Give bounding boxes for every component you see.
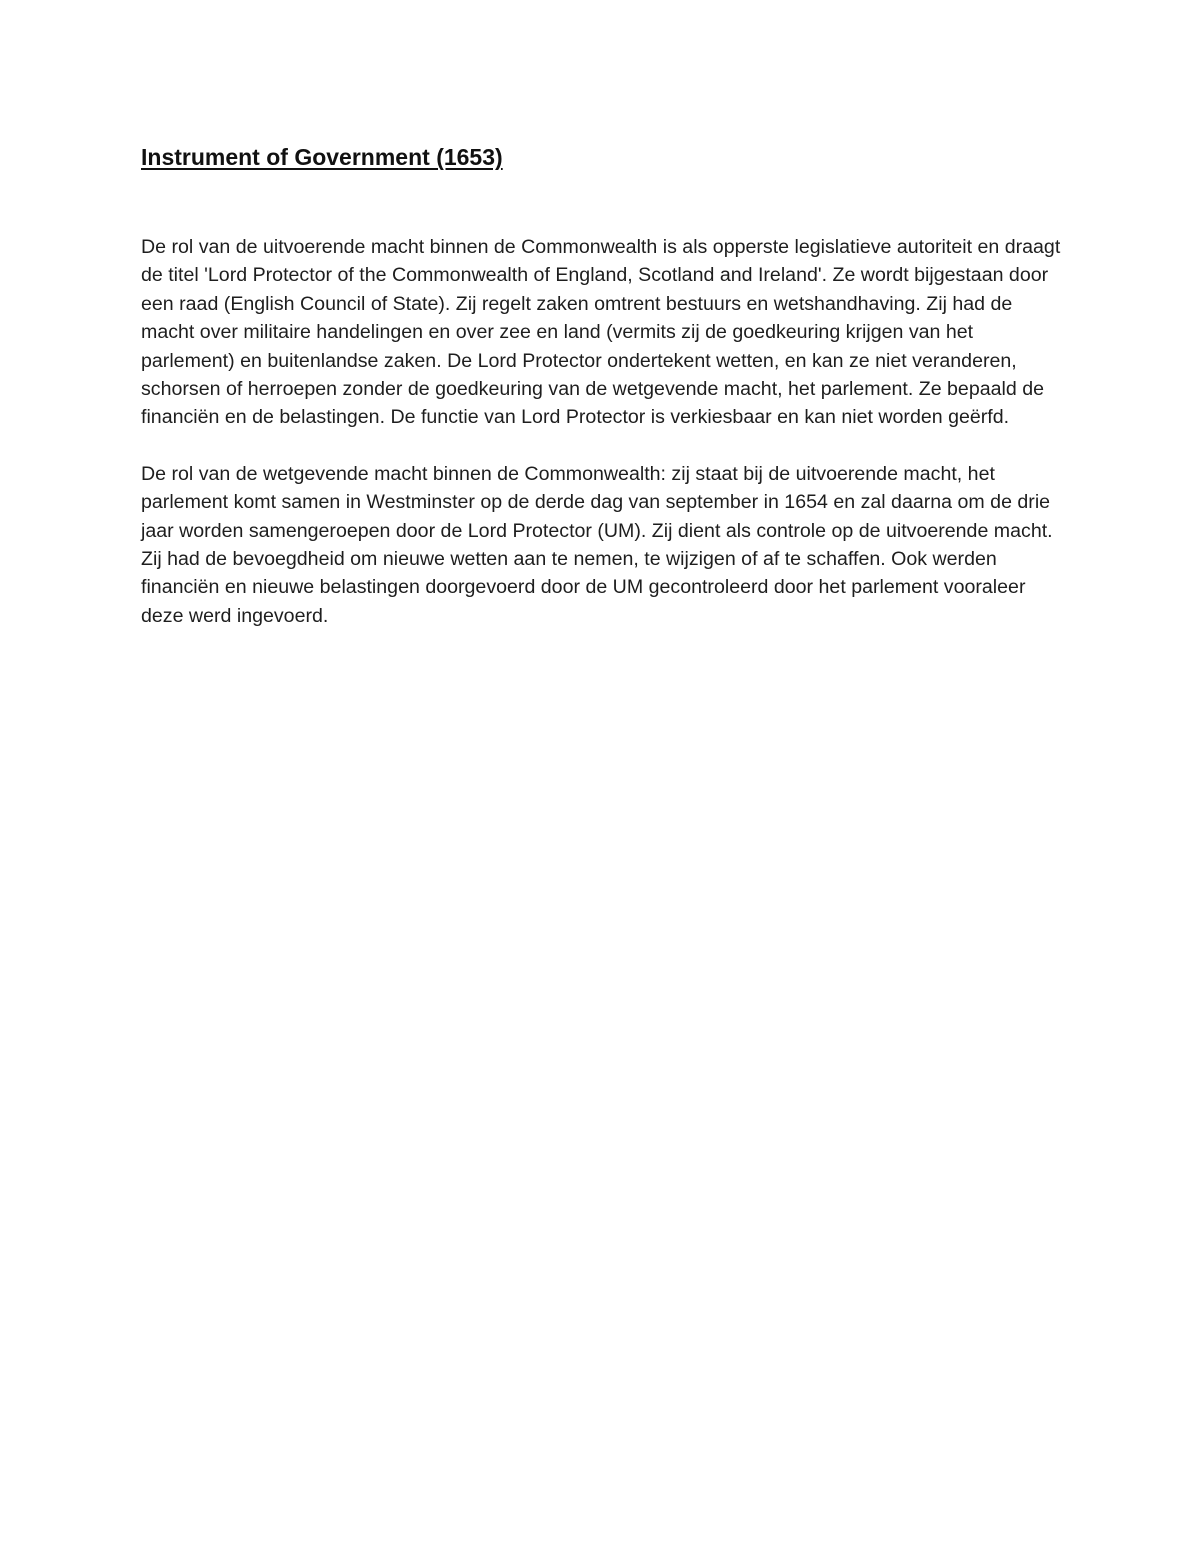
paragraph-executive-power: De rol van de uitvoerende macht binnen de Commonwealth is als opperste legislatieve autoriteit en draagt de titel 'Lord Protector of the Commonwealth of England, Scotland and Ireland'. Ze wordt bijgestaan door een raad (English Council of State). Zij regelt zaken omtrent bestuurs en wetshandhaving. Zij had de macht over militaire handelingen en over zee en land (vermits zij de goedkeuring krijgen van het parlement) en buitenlandse zaken. De Lord Protector ondertekent wetten, en kan ze niet veranderen, schorsen of herroepen zonder de goedkeuring van de wetgevende macht, het parlement. Ze bepaald de financiën en de belastingen. De functie van Lord Protector is verkiesbaar en kan niet worden geërfd. [141, 236, 1061, 429]
document-body [141, 141, 1066, 630]
paragraph-legislative-power: De rol van de wetgevende macht binnen de Commonwealth: zij staat bij de uitvoerende macht, het parlement komt samen in Westminster op de derde dag van september in 1654 en zal daarna om de drie jaar worden samengeroepen door de Lord Protector (UM). Zij dient als controle op de uitvoerende macht. Zij had de bevoegdheid om nieuwe wetten aan te nemen, te wijzigen of af te schaffen. Ook werden financiën en nieuwe belastingen doorgevoerd door de UM gecontroleerd door het parlement vooraleer deze werd ingevoerd. [141, 462, 1053, 627]
document-title: Instrument of Government (1653) [141, 144, 503, 170]
